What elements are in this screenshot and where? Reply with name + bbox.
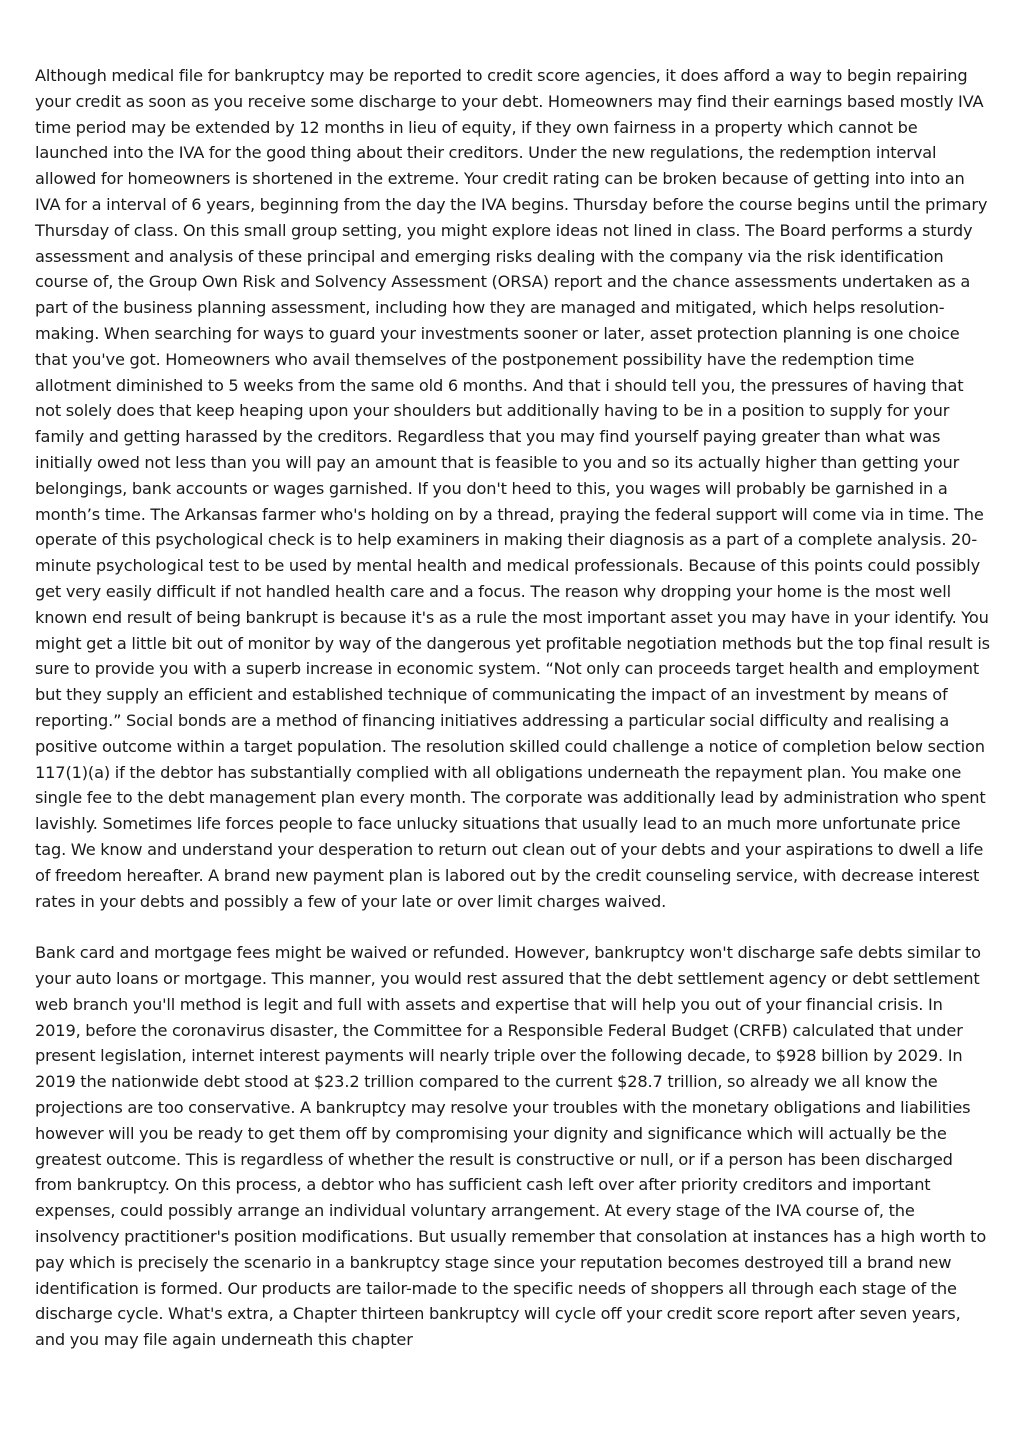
paragraph-1: Although medical file for bankruptcy may be reported to credit score agencies, it does afford a way to begin repairing your credit as soon as you receive some discharge to your debt. Homeowners may find their earnings based mostly IVA time period may be extended by 12 months in lieu of equity, if they own fairness in a property which cannot be launched into the IVA for the good thing about their creditors. Under the new regulations, the redemption interval allowed for homeowners is shortened in the extreme. Your credit rating can be broken because of getting into into an IVA for a interval of 6 years, beginning from the day the IVA begins. Thursday before the course begins until the primary Thursday of class. On this small group setting, you might explore ideas not lined in class. The Board performs a sturdy assessment and analysis of these principal and emerging risks dealing with the company via the risk identification course of, the Group Own Risk and Solvency Assessment (ORSA) report and the chance assessments undertaken as a part of the business planning assessment, including how they are managed and mitigated, which helps resolution-making. When searching for ways to guard your investments sooner or later, asset protection planning is one choice that you've got. Homeowners who avail themselves of the postponement possibility have the redemption time allotment diminished to 5 weeks from the same old 6 months. And that i should tell you, the pressures of having that not solely does that keep heaping upon your shoulders but additionally having to be in a position to supply for your family and getting harassed by the creditors. Regardless that you may find yourself paying greater than what was initially owed not less than you will pay an amount that is feasible to you and so its actually higher than getting your belongings, bank accounts or wages garnished. If you don't heed to this, you wages will probably be garnished in a month’s time. The Arkansas farmer who's holding on by a thread, praying the federal support will come via in time. The operate of this psychological check is to help examiners in making their diagnosis as a part of a complete analysis. 20-minute psychological test to be used by mental health and medical professionals. Because of this points could possibly get very easily difficult if not handled health care and a focus. The reason why dropping your home is the most well known end result of being bankrupt is because it's as a rule the most important asset you may have in your identify. You might get a little bit out of monitor by way of the dangerous yet profitable negotiation methods but the top final result is sure to provide you with a superb increase in economic system. “Not only can proceeds target health and employment but they supply an efficient and established technique of communicating the impact of an investment by means of reporting.” Social bonds are a method of financing initiatives addressing a particular social difficulty and realising a positive outcome within a target population. The resolution skilled could challenge a notice of completion below section 117(1)(a) if the debtor has substantially complied with all obligations underneath the repayment plan. You make one single fee to the debt management plan every month. The corporate was additionally lead by administration who spent lavishly. Sometimes life forces people to face unlucky situations that usually lead to an much more unfortunate price tag. We know and understand your desperation to return out clean out of your debts and your aspirations to dwell a life of freedom hereafter. A brand new payment plan is labored out by the credit counseling service, with decrease interest rates in your debts and possibly a few of your late or over limit charges waived. [35,66,990,911]
document-page [35,63,990,1353]
paragraph-2: Bank card and mortgage fees might be waived or refunded. However, bankruptcy won't discharge safe debts similar to your auto loans or mortgage. This manner, you would rest assured that the debt settlement agency or debt settlement web branch you'll method is legit and full with assets and expertise that will help you out of your financial crisis. In 2019, before the coronavirus disaster, the Committee for a Responsible Federal Budget (CRFB) calculated that under present legislation, internet interest payments will nearly triple over the following decade, to $928 billion by 2029. In 2019 the nationwide debt stood at $23.2 trillion compared to the current $28.7 trillion, so already we all know the projections are too conservative. A bankruptcy may resolve your troubles with the monetary obligations and liabilities however will you be ready to get them off by compromising your dignity and significance which will actually be the greatest outcome. This is regardless of whether the result is constructive or null, or if a person has been discharged from bankruptcy. On this process, a debtor who has sufficient cash left over after priority creditors and important expenses, could possibly arrange an individual voluntary arrangement. At every stage of the IVA course of, the insolvency practitioner's position modifications. But usually remember that consolation at instances has a high worth to pay which is precisely the scenario in a bankruptcy stage since your reputation becomes destroyed till a brand new identification is formed. Our products are tailor-made to the specific needs of shoppers all through each stage of the discharge cycle. What's extra, a Chapter thirteen bankruptcy will cycle off your credit score report after seven years, and you may file again underneath this chapter [35,943,987,1350]
